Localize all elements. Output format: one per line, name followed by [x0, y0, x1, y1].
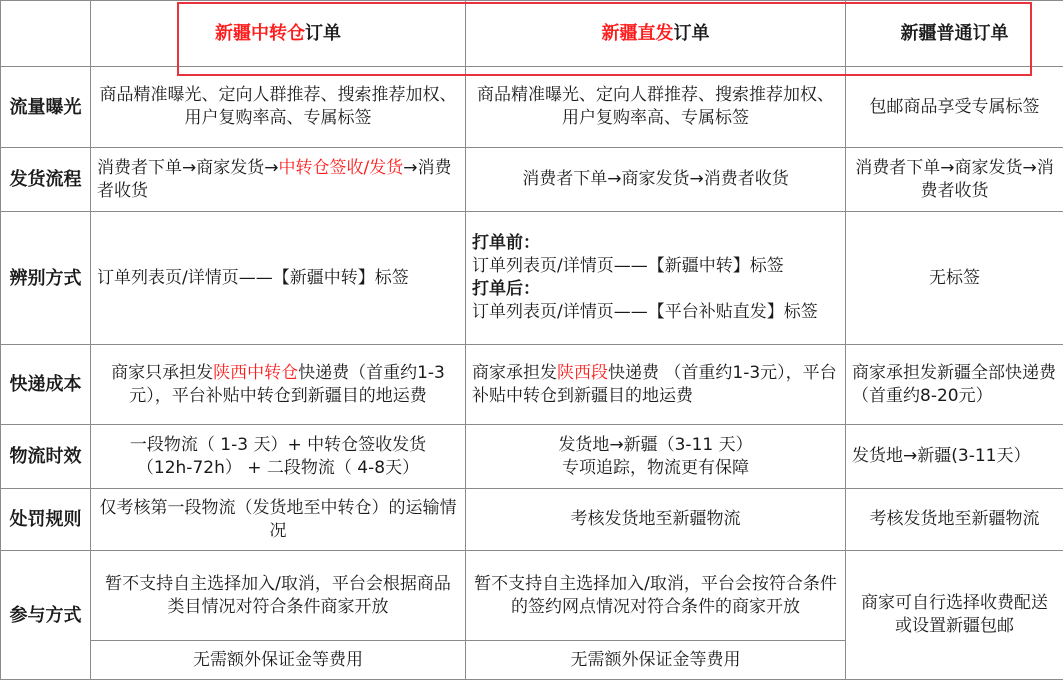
row-label-cost: 快递成本	[1, 345, 91, 425]
row-label-penalty: 处罚规则	[1, 489, 91, 551]
row-identify	[1, 212, 1063, 345]
penalty-transfer: 仅考核第一段物流（发货地至中转仓）的运输情况	[91, 489, 466, 551]
deposit-transfer: 无需额外保证金等费用	[91, 641, 466, 680]
row-join	[1, 551, 1063, 641]
row-label-timeliness: 物流时效	[1, 425, 91, 489]
cost-transfer: 商家只承担发陕西中转仓快递费（首重约1-3元），平台补贴中转仓到新疆目的地运费	[91, 345, 466, 425]
shipping-transfer: 消费者下单→商家发货→中转仓签收/发货→消费者收货	[91, 148, 466, 212]
shipping-normal: 消费者下单→商家发货→消费者收货	[846, 148, 1063, 212]
timeliness-direct: 发货地→新疆（3-11 天） 专项追踪，物流更有保障	[466, 425, 846, 489]
identify-transfer: 订单列表页/详情页——【新疆中转】标签	[91, 212, 466, 345]
shipping-direct: 消费者下单→商家发货→消费者收货	[466, 148, 846, 212]
print-before-text: 订单列表页/详情页——【新疆中转】标签	[472, 256, 784, 276]
row-label-shipping: 发货流程	[1, 148, 91, 212]
exposure-transfer: 商品精准曝光、定向人群推荐、搜索推荐加权、用户复购率高、专属标签	[91, 67, 466, 148]
timeliness-normal: 发货地→新疆(3-11天）	[846, 425, 1063, 489]
row-label-identify: 辨别方式	[1, 212, 91, 345]
col-header-transfer: 新疆中转仓订单	[91, 1, 466, 67]
col-header-direct: 新疆直发订单	[466, 1, 846, 67]
deposit-direct: 无需额外保证金等费用	[466, 641, 846, 680]
row-cost	[1, 345, 1063, 425]
join-transfer: 暂不支持自主选择加入/取消，平台会根据商品类目情况对符合条件商家开放	[91, 551, 466, 641]
join-direct: 暂不支持自主选择加入/取消，平台会按符合条件的签约网点情况对符合条件的商家开放	[466, 551, 846, 641]
header-row	[1, 1, 1063, 67]
row-label-exposure: 流量曝光	[1, 67, 91, 148]
row-exposure	[1, 67, 1063, 148]
timeliness-transfer: 一段物流（ 1-3 天）+ 中转仓签收发货 （12h-72h） + 二段物流（ 4-8天）	[91, 425, 466, 489]
cost-normal: 商家承担发新疆全部快递费 （首重约8-20元）	[846, 345, 1063, 425]
exposure-normal: 包邮商品享受专属标签	[846, 67, 1063, 148]
identify-normal: 无标签	[846, 212, 1063, 345]
col-header-normal: 新疆普通订单	[846, 1, 1063, 67]
corner-cell	[1, 1, 91, 67]
exposure-direct: 商品精准曝光、定向人群推荐、搜索推荐加权、用户复购率高、专属标签	[466, 67, 846, 148]
print-after-title: 打单后：	[472, 279, 540, 299]
cost-direct: 商家承担发陕西段快递费 （首重约1-3元），平台补贴中转仓到新疆目的地运费	[466, 345, 846, 425]
join-normal: 商家可自行选择收费配送 或设置新疆包邮	[846, 551, 1063, 680]
print-after-text: 订单列表页/详情页——【平台补贴直发】标签	[472, 302, 818, 322]
row-label-join: 参与方式	[1, 551, 91, 680]
identify-direct	[466, 212, 846, 345]
row-penalty	[1, 489, 1063, 551]
row-timeliness	[1, 425, 1063, 489]
penalty-normal: 考核发货地至新疆物流	[846, 489, 1063, 551]
print-before-title: 打单前：	[472, 233, 540, 253]
penalty-direct: 考核发货地至新疆物流	[466, 489, 846, 551]
row-shipping	[1, 148, 1063, 212]
